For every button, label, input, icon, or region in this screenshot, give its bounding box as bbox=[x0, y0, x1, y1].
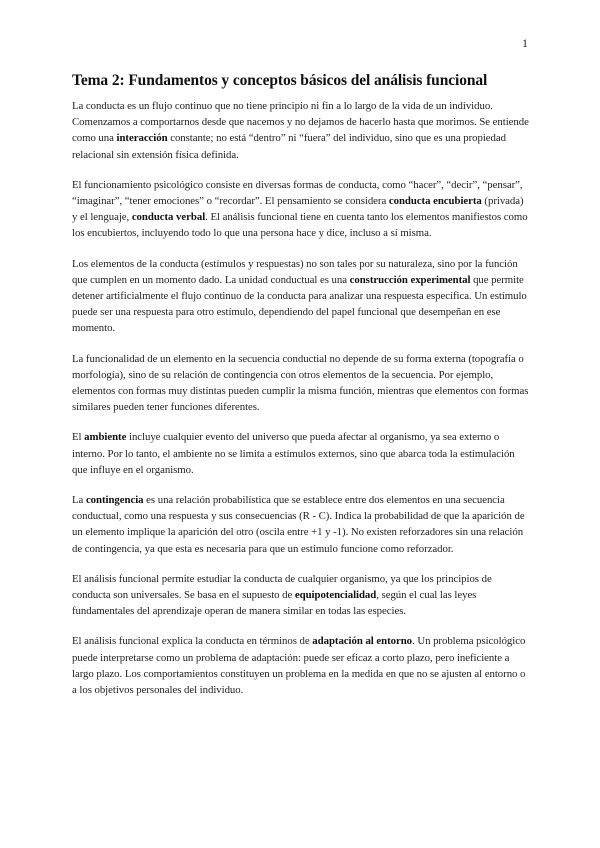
text-run: La bbox=[72, 494, 86, 507]
text-run: . Un problema psicológico puede interpretarse como un problema de adaptación: puede ser eficaz a corto plazo, pero ineficiente a largo plazo. Los comportamientos constituyen un problema en la medida en que no se ajusten al entorno o a los objetivos personales del individuo. bbox=[72, 635, 526, 697]
text-run: . El análisis funcional tiene en cuenta tanto los elementos manifiestos como los encubiertos, incluyendo todo lo que una persona hace y dice, incluso a sí misma. bbox=[72, 211, 528, 240]
bold-term: adaptación al entorno bbox=[312, 635, 413, 648]
text-run: incluye cualquier evento del universo que pueda afectar al organismo, ya sea externo o interno. Por lo tanto, el ambiente no se limita a estímulos externos, sino que abarca toda la estimulación que influye en el organismo. bbox=[72, 431, 515, 476]
text-run: (privada) y el lenguaje, bbox=[72, 195, 524, 224]
body-paragraph bbox=[72, 351, 530, 416]
bold-term: equipotencialidad bbox=[294, 589, 377, 602]
body-paragraph bbox=[72, 429, 530, 478]
body-paragraph bbox=[72, 633, 530, 698]
text-run: El funcionamiento psicológico consiste en diversas formas de conducta, como “hacer”, “decir”, “pensar”, “imaginar”, “tener emociones” o “recordar”. El pensamiento se considera bbox=[72, 178, 523, 208]
bold-term: conducta verbal bbox=[131, 211, 206, 224]
body-paragraph bbox=[72, 177, 530, 242]
text-run: El análisis funcional explica la conducta en términos de bbox=[72, 635, 313, 648]
body-paragraph bbox=[72, 571, 530, 620]
paragraph-list bbox=[72, 98, 530, 698]
bold-term: construcción experimental bbox=[349, 273, 471, 286]
document-body bbox=[72, 72, 530, 712]
bold-term: conducta encubierta bbox=[388, 195, 482, 208]
text-run: es una relación probabilística que se establece entre dos elementos en una secuencia conductual, como una respuesta y sus consecuencias (R - C). Indica la probabilidad de que la aparición de un elemento implique la aparición del otro (oscila entre +1 y -1). No existen reforzadores sin una relación de contingencia, ya que esta es necesaria para que un estímulo funcione como reforzador. bbox=[72, 494, 525, 555]
text-run: , según el cual las leyes fundamentales del aprendizaje operan de manera similar en todas las especies. bbox=[72, 589, 477, 618]
document-title: Tema 2: Fundamentos y conceptos básicos del análisis funcional bbox=[72, 72, 488, 89]
text-run: La funcionalidad de un elemento en la secuencia conductial no depende de su forma externa (topografía o morfología), sino de su relación de contingencia con otros elementos de la secuencia. Por ejemplo, elementos con formas muy distintas pueden cumplir la misma función, mientras que elementos con formas similares pueden tener funciones diferentes. bbox=[72, 352, 529, 414]
bold-term: interacción bbox=[116, 132, 168, 145]
page-number: 1 bbox=[522, 36, 528, 50]
body-paragraph bbox=[72, 492, 530, 557]
text-run: El bbox=[72, 431, 85, 444]
text-run: El análisis funcional permite estudiar la conducta de cualquier organismo, ya que los principios de conducta son universales. Se basa en el supuesto de bbox=[72, 572, 492, 602]
bold-term: ambiente bbox=[84, 431, 127, 444]
body-paragraph bbox=[72, 98, 530, 163]
text-run: constante; no está “dentro” ni “fuera” del individuo, sino que es una propiedad relacional sin extensión física definida. bbox=[72, 132, 506, 161]
body-paragraph bbox=[72, 256, 530, 337]
text-run: que permite detener artificialmente el flujo continuo de la conducta para analizar una respuesta específica. Un estímulo puede ser una respuesta para otro estímulo, dependiendo del papel funcional que desempeñan en ese momento. bbox=[72, 273, 527, 335]
bold-term: contingencia bbox=[85, 494, 144, 507]
text-run: La conducta es un flujo continuo que no tiene principio ni fin a lo largo de la vida de un individuo. Comenzamos a comportarnos desde que nacemos y no dejamos de hacerlo hasta que morimos. Se entiende como una bbox=[72, 100, 529, 145]
text-run: Los elementos de la conducta (estímulos y respuestas) no son tales por su naturaleza, sino por la función que cumplen en un momento dado. La unidad conductual es una bbox=[72, 257, 518, 286]
